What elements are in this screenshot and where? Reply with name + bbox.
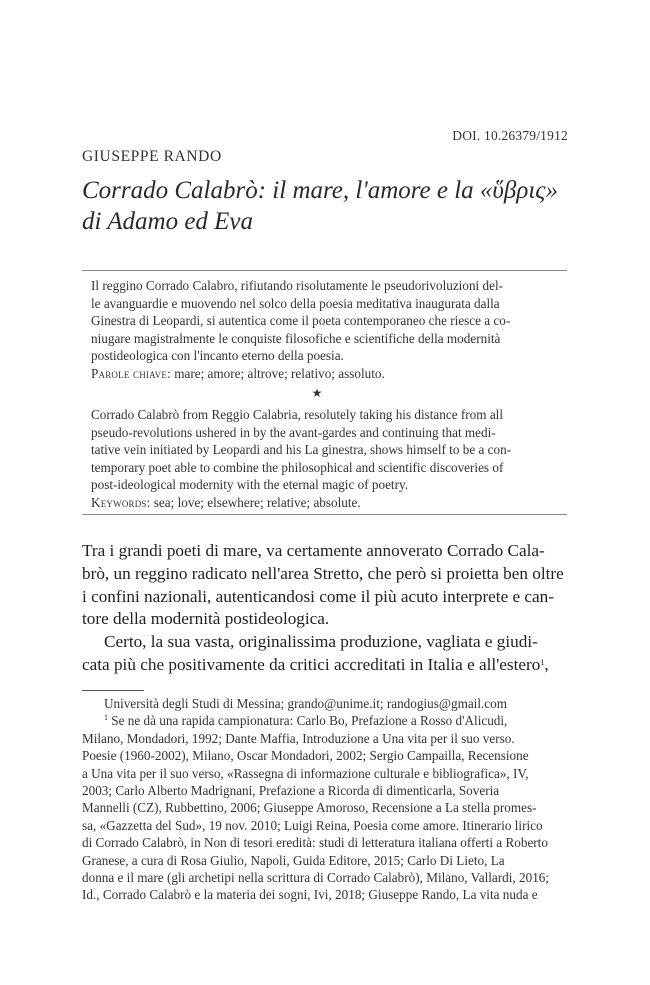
body-line-text: cata più che positivamente da critici accreditati in Italia e all'estero — [82, 654, 541, 674]
footnote-line: Milano, Mondadori, 1992; Dante Maffia, Introduzione a Una vita per il suo verso. — [82, 730, 515, 746]
abstract-english — [91, 406, 561, 512]
abstract-line: Il reggino Corrado Calabro, rifiutando risolutamente le pseudorivoluzioni del- — [91, 278, 503, 293]
keywords-text: sea; love; elsewhere; relative; absolute. — [153, 494, 361, 510]
abstract-line: Corrado Calabrò from Reggio Calabria, resolutely taking his distance from all — [91, 407, 503, 422]
footnote-line: di Corrado Calabrò, in Non di tesori eredità: studi di letteratura italiana offerti a Roberto — [82, 835, 548, 851]
abstract-line: tative vein initiated by Leopardi and his La ginestra, shows himself to be a con- — [91, 442, 512, 458]
body-text — [82, 540, 568, 677]
footnote-line: Id., Corrado Calabrò e la materia dei sogni, Ivi, 2018; Giuseppe Rando, La vita nuda e — [82, 887, 538, 903]
title-line: di Adamo ed Eva — [82, 208, 254, 235]
abstract-italian — [91, 277, 561, 383]
keywords-line-it — [91, 365, 561, 383]
section-separator-star-icon: ★ — [311, 386, 323, 400]
body-line: Tra i grandi poeti di mare, va certamente annoverato Corrado Cala- — [82, 541, 545, 560]
body-line: i confini nazionali, autenticandosi come il più acuto interprete e can- — [82, 586, 554, 606]
footnote-line: sa, «Gazzetta del Sud», 19 nov. 2010; Luigi Reina, Poesia come amore. Itinerario lirico — [82, 817, 543, 833]
author-affiliation: Università degli Studi di Messina; grando@unime.it; randogius@gmail.com — [104, 696, 508, 711]
footnote-line: Granese, a cura di Rosa Giulio, Napoli, Guida Editore, 2015; Carlo Di Lieto, La — [82, 852, 505, 868]
footnote-line: Poesie (1960-2002), Milano, Oscar Mondadori, 2002; Sergio Campailla, Recensione — [82, 748, 529, 764]
doi-label: DOI. 10.26379/1912 — [452, 128, 568, 143]
footnotes — [82, 695, 568, 904]
keywords-line-en — [91, 494, 561, 512]
body-line: Certo, la sua vasta, originalissima produzione, vagliata e giudi- — [104, 632, 538, 652]
abstract-line: post-ideological modernity with the eternal magic of poetry. — [91, 477, 409, 493]
abstract-line: Ginestra di Leopardi, si autentica come il poeta contemporaneo che riesce a co- — [91, 313, 511, 329]
footnote-line: a Una vita per il suo verso, «Rassegna di informazione culturale e bibliografica», IV, — [82, 765, 529, 781]
punctuation: , — [544, 654, 549, 674]
body-line: tore della modernità postideologica. — [82, 609, 330, 629]
footnote-line: Mannelli (CZ), Rubbettino, 2006; Giuseppe Amoroso, Recensione a La stella promes- — [82, 800, 537, 816]
abstract-line: le avanguardie e muovendo nel solco della poesia meditativa inaugurata dalla — [91, 295, 500, 311]
keywords-text: mare; amore; altrove; relativo; assoluto. — [174, 365, 385, 381]
footnote-line: donna e il mare (gli archetipi nella scrittura di Corrado Calabrò), Milano, Vallardi, 2016; — [82, 869, 550, 885]
author-name: GIUSEPPE RANDO — [82, 148, 222, 165]
keywords-label: Keywords: — [91, 494, 151, 510]
abstract-line: postideologica con l'incanto eterno della poesia. — [91, 348, 344, 364]
body-line: brò, un reggino radicato nell'area Stretto, che però si proietta ben oltre — [82, 563, 564, 583]
abstract-line: temporary poet able to combine the philosophical and scientific discoveries of — [91, 459, 504, 475]
article-title — [82, 175, 562, 237]
footnote-marker[interactable]: 1 — [540, 657, 545, 667]
abstract-line: pseudo-revolutions ushered in by the avant-gardes and continuing that medi- — [91, 424, 496, 440]
footnote-rule — [82, 690, 144, 691]
footnote-line-text: Se ne dà una rapida campionatura: Carlo Bo, Prefazione a Rosso d'Alicudi, — [111, 713, 508, 729]
abstract-box — [82, 270, 567, 515]
abstract-line: niugare magistralmente le conquiste filosofiche e scientifiche della modernità — [91, 330, 501, 346]
keywords-label: Parole chiave: — [91, 365, 171, 381]
footnote-number: 1 — [104, 713, 108, 723]
footnote-line: 2003; Carlo Alberto Madrignani, Prefazione a Ricorda di dimenticarla, Soveria — [82, 782, 500, 798]
footnote-first-line — [82, 712, 568, 729]
body-line-with-footnote — [82, 654, 568, 677]
title-line: Corrado Calabrò: il mare, l'amore e la «ὕβρις» — [82, 177, 558, 204]
